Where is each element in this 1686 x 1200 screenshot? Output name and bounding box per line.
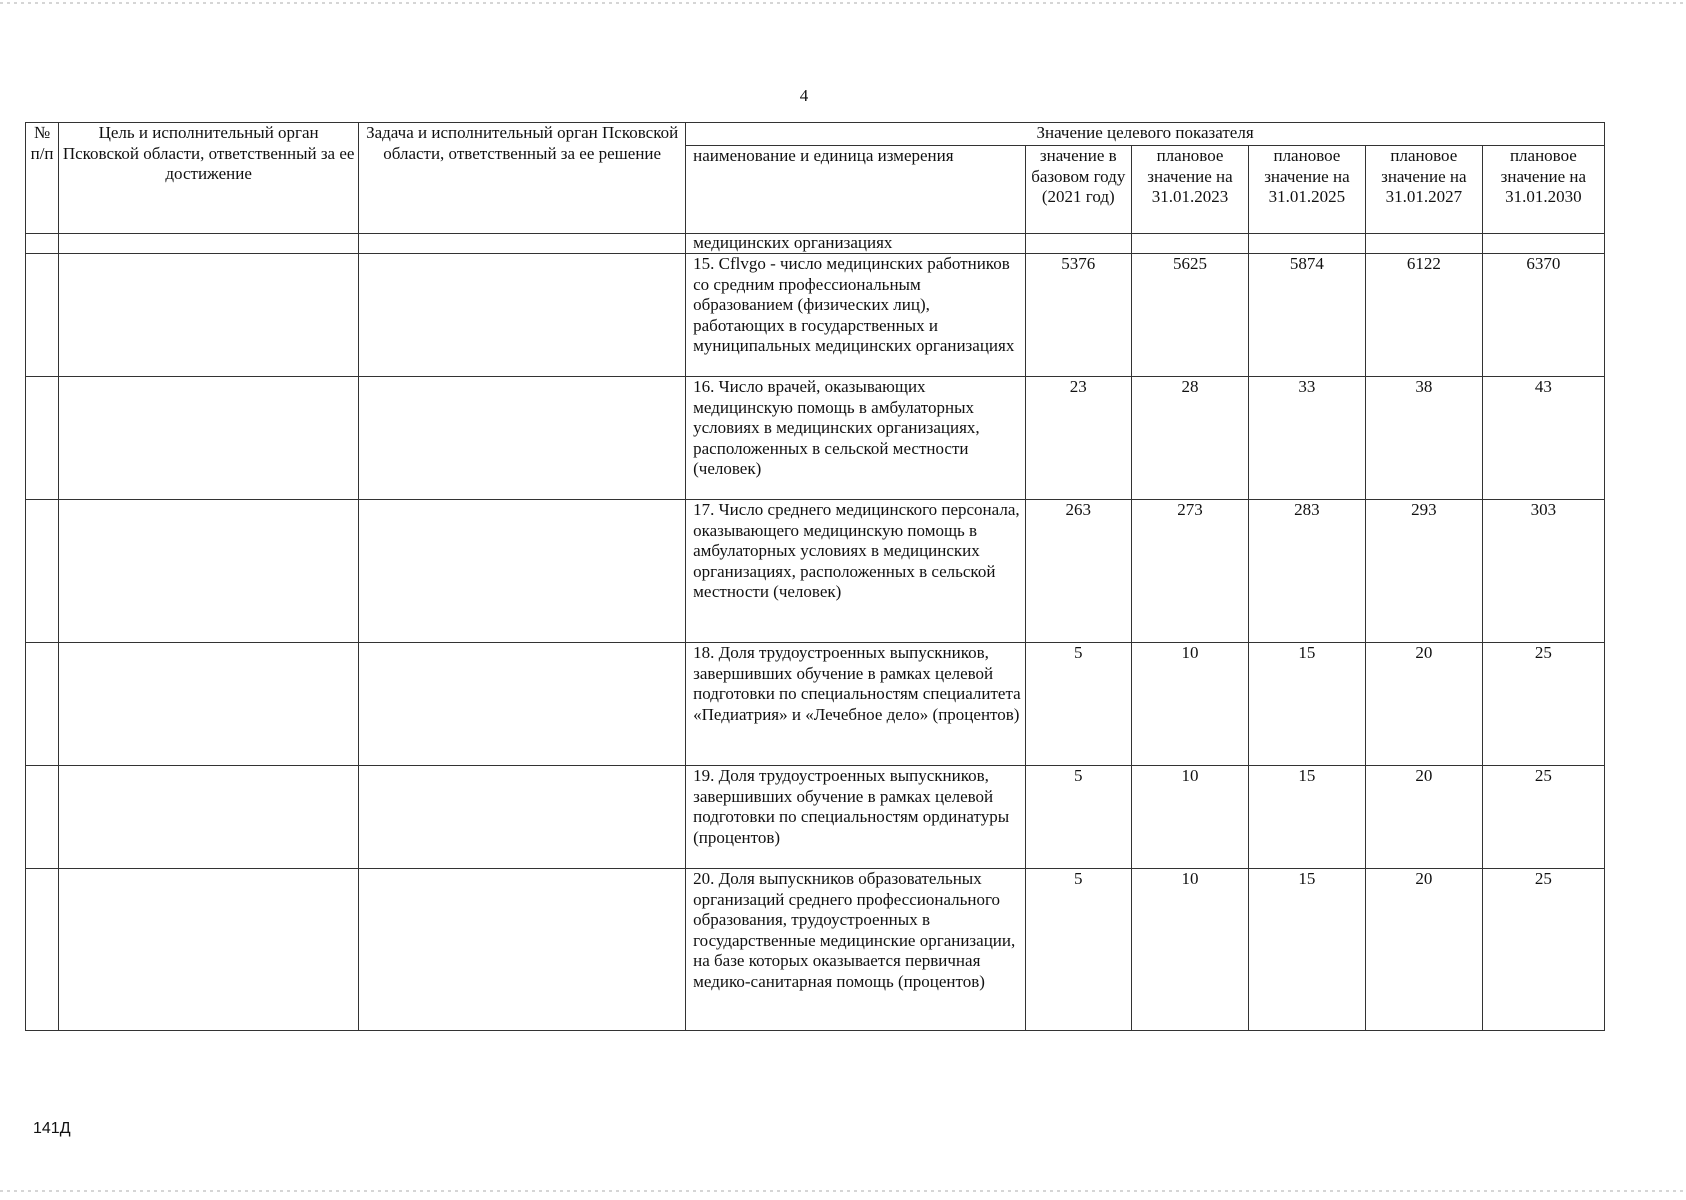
cell-num — [26, 234, 59, 254]
cell-num — [26, 869, 59, 1031]
cell-num — [26, 377, 59, 500]
header-p2030: плановое значение на 31.01.2030 — [1482, 146, 1604, 234]
indicators-table-wrapper — [25, 122, 1605, 1031]
scan-bottom-edge — [0, 1190, 1686, 1192]
cell-p2025: 15 — [1248, 869, 1365, 1031]
cell-p2027: 6122 — [1365, 254, 1482, 377]
cell-p2025: 15 — [1248, 643, 1365, 766]
indicator-description: 18. Доля трудоустроенных выпускников, завершивших обучение в рамках целевой подготовки по специальностям специалитета «Педиатрия» и «Лечебное дело» (процентов) — [686, 643, 1025, 766]
cell-num — [26, 254, 59, 377]
table-row — [26, 869, 1605, 1031]
cell-base — [1025, 234, 1132, 254]
cell-goal — [59, 766, 359, 869]
cell-p2027: 20 — [1365, 869, 1482, 1031]
cell-goal — [59, 234, 359, 254]
cell-base: 5 — [1025, 869, 1132, 1031]
cell-goal — [59, 254, 359, 377]
cell-num — [26, 500, 59, 643]
header-name-unit: наименование и единица измерения — [686, 146, 1025, 234]
cell-task — [359, 643, 686, 766]
header-p2025: плановое значение на 31.01.2025 — [1248, 146, 1365, 234]
cell-p2023 — [1132, 234, 1249, 254]
indicator-description: 15. Cflvgo - число медицинских работников со средним профессиональным образованием (физических лиц), работающих в государственных и муниципальных медицинских организациях — [686, 254, 1025, 377]
cell-p2025 — [1248, 234, 1365, 254]
cell-p2023: 5625 — [1132, 254, 1249, 377]
cell-p2027: 20 — [1365, 643, 1482, 766]
cell-p2027 — [1365, 234, 1482, 254]
cell-p2025: 283 — [1248, 500, 1365, 643]
table-row — [26, 643, 1605, 766]
cell-base: 5 — [1025, 643, 1132, 766]
cell-base: 23 — [1025, 377, 1132, 500]
cell-task — [359, 500, 686, 643]
header-p2027: плановое значение на 31.01.2027 — [1365, 146, 1482, 234]
cell-task — [359, 254, 686, 377]
cell-task — [359, 766, 686, 869]
cell-p2025: 5874 — [1248, 254, 1365, 377]
cell-p2030: 25 — [1482, 643, 1604, 766]
header-num: № п/п — [26, 123, 59, 234]
cell-p2023: 10 — [1132, 766, 1249, 869]
table-row — [26, 377, 1605, 500]
indicator-description: 19. Доля трудоустроенных выпускников, завершивших обучение в рамках целевой подготовки по специальностям ординатуры (процентов) — [686, 766, 1025, 869]
header-task: Задача и исполнительный орган Псковской области, ответственный за ее решение — [359, 123, 686, 234]
cell-p2023: 273 — [1132, 500, 1249, 643]
table-row — [26, 500, 1605, 643]
page-number: 4 — [799, 86, 809, 105]
indicator-description: 16. Число врачей, оказывающих медицинскую помощь в амбулаторных условиях в медицинских организациях, расположенных в сельской местности (человек) — [686, 377, 1025, 500]
cell-goal — [59, 377, 359, 500]
cell-goal — [59, 643, 359, 766]
indicators-table — [25, 122, 1605, 1031]
cell-p2030: 6370 — [1482, 254, 1604, 377]
cell-p2023: 10 — [1132, 643, 1249, 766]
indicator-description: 17. Число среднего медицинского персонала, оказывающего медицинскую помощь в амбулаторных условиях в медицинских организациях, расположенных в сельской местности (человек) — [686, 500, 1025, 643]
header-p2023: плановое значение на 31.01.2023 — [1132, 146, 1249, 234]
continuation-row — [26, 234, 1605, 254]
cell-p2030: 25 — [1482, 766, 1604, 869]
cell-task — [359, 869, 686, 1031]
header-goal: Цель и исполнительный орган Псковской области, ответственный за ее достижение — [59, 123, 359, 234]
cell-p2023: 28 — [1132, 377, 1249, 500]
cell-p2030: 25 — [1482, 869, 1604, 1031]
cell-p2030: 303 — [1482, 500, 1604, 643]
cell-p2023: 10 — [1132, 869, 1249, 1031]
cell-goal — [59, 869, 359, 1031]
cell-p2025: 15 — [1248, 766, 1365, 869]
cell-p2025: 33 — [1248, 377, 1365, 500]
scan-top-edge — [0, 2, 1686, 4]
header-base: значение в базовом году (2021 год) — [1025, 146, 1132, 234]
cell-p2027: 293 — [1365, 500, 1482, 643]
footer-code: 141Д — [33, 1120, 71, 1137]
cell-base: 5376 — [1025, 254, 1132, 377]
cell-goal — [59, 500, 359, 643]
cell-base: 5 — [1025, 766, 1132, 869]
cell-p2030: 43 — [1482, 377, 1604, 500]
cell-num — [26, 643, 59, 766]
cell-task — [359, 377, 686, 500]
cell-base: 263 — [1025, 500, 1132, 643]
indicator-description: 20. Доля выпускников образовательных организаций среднего профессионального образования, трудоустроенных в государственные медицинские организации, на базе которых оказывается первичная медико-санитарная помощь (процентов) — [686, 869, 1025, 1031]
header-target-group: Значение целевого показателя — [686, 123, 1605, 146]
cell-num — [26, 766, 59, 869]
continuation-text: медицинских организациях — [686, 234, 1025, 254]
cell-task — [359, 234, 686, 254]
table-row — [26, 766, 1605, 869]
cell-p2027: 38 — [1365, 377, 1482, 500]
cell-p2030 — [1482, 234, 1604, 254]
table-row — [26, 254, 1605, 377]
cell-p2027: 20 — [1365, 766, 1482, 869]
